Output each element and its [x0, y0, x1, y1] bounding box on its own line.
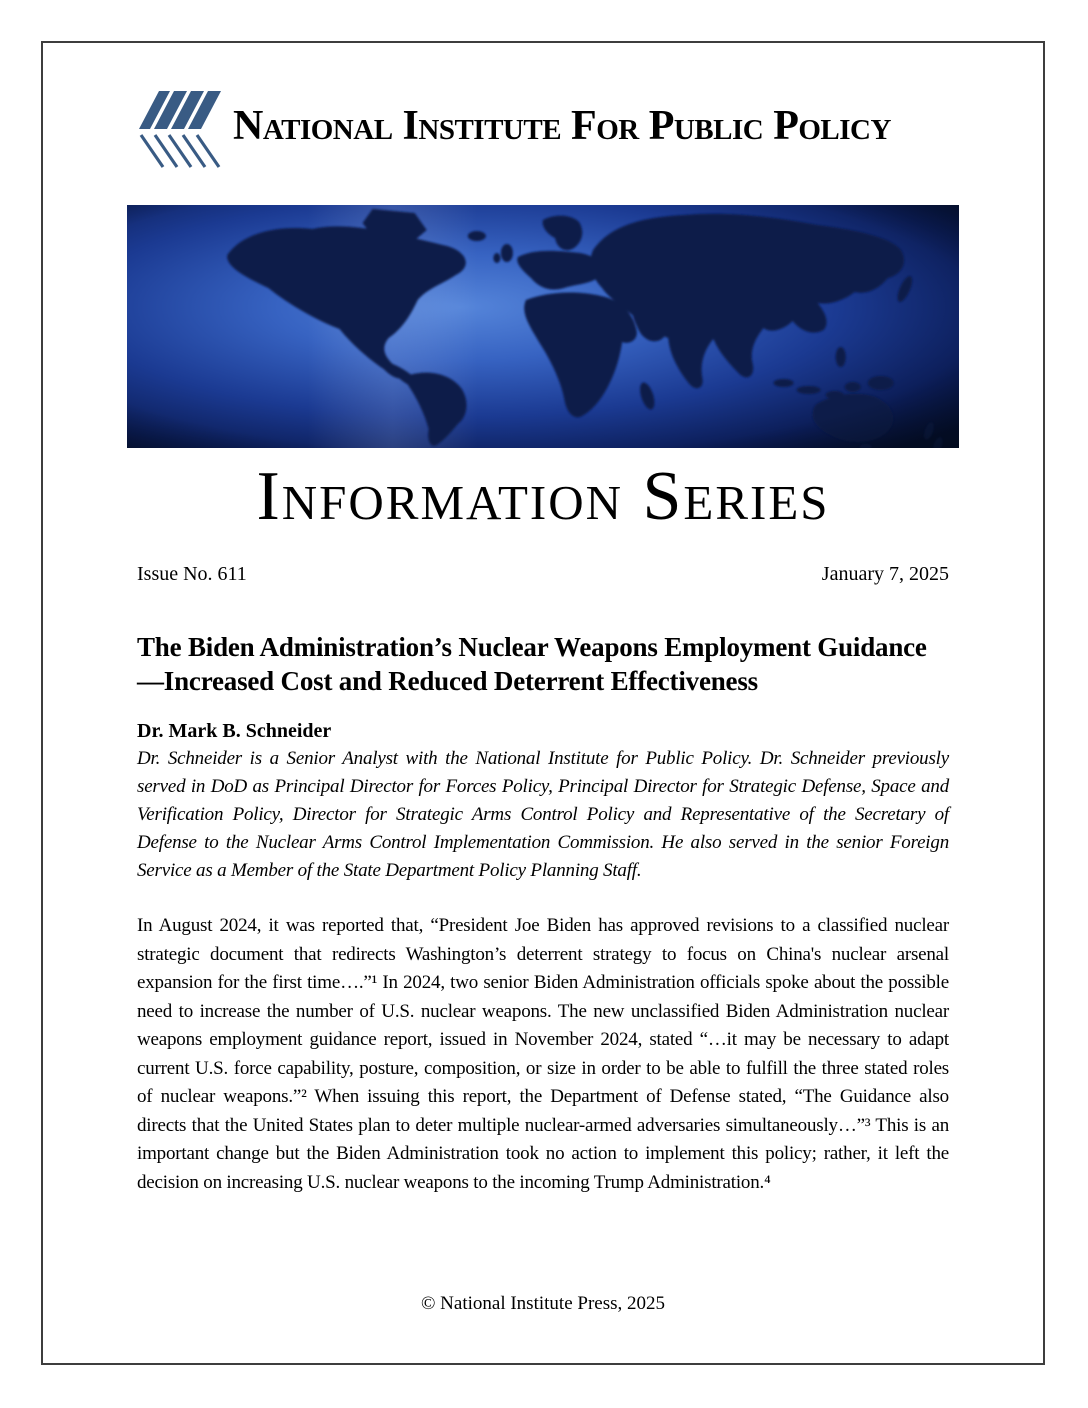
world-map-banner: [127, 205, 959, 448]
copyright-line: © National Institute Press, 2025: [421, 1293, 665, 1314]
masthead: [137, 89, 949, 586]
nipp-logo: [137, 89, 949, 169]
org-name: National Institute For Public Policy: [233, 103, 891, 149]
issue-number: Issue No. 611: [137, 563, 247, 585]
author-name: Dr. Mark B. Schneider: [137, 720, 332, 742]
issue-date: January 7, 2025: [821, 563, 949, 585]
nipp-chevron-stripes-icon: [137, 89, 225, 169]
page-footer: [43, 1293, 1043, 1315]
page-content: [43, 43, 1043, 1197]
page-border-frame: [41, 41, 1045, 1365]
article-title: The Biden Administration’s Nuclear Weapons Employment Guidance—Increased Cost and Reduced Deterrent Effectiveness: [137, 632, 927, 696]
series-title: Information Series: [256, 458, 830, 535]
article-body: In August 2024, it was reported that, “President Joe Biden has approved revisions to a classified nuclear strategic document that redirects Washington’s deterrent strategy to focus on China's nuclear arsenal expansion for the first time….”¹ In 2024, two senior Biden Administration officials spoke about the possible need to increase the number of U.S. nuclear weapons. The new unclassified Biden Administration nuclear weapons employment guidance report, issued in November 2024, stated “…it may be necessary to adapt current U.S. force capability, posture, composition, or size in order to be able to fulfill the three stated roles of nuclear weapons.”² When issuing this report, the Department of Defense stated, “The Guidance also directs that the United States plan to deter multiple nuclear-armed adversaries simultaneously…”³ This is an important change but the Biden Administration took no action to implement this policy; rather, it left the decision on increasing U.S. nuclear weapons to the incoming Trump Administration.⁴: [137, 915, 949, 1193]
article: [137, 630, 949, 1197]
issue-row: [137, 562, 949, 586]
author-bio: Dr. Schneider is a Senior Analyst with the National Institute for Public Policy. Dr. Schneider previously served in DoD as Principal Director for Forces Policy, Principal Director for Strategic Defense, Space and Verification Policy, Director for Strategic Arms Control Policy and Representative of the Secretary of Defense to the Nuclear Arms Control Implementation Commission. He also served in the senior Foreign Service as a Member of the State Department Policy Planning Staff.: [137, 748, 949, 881]
